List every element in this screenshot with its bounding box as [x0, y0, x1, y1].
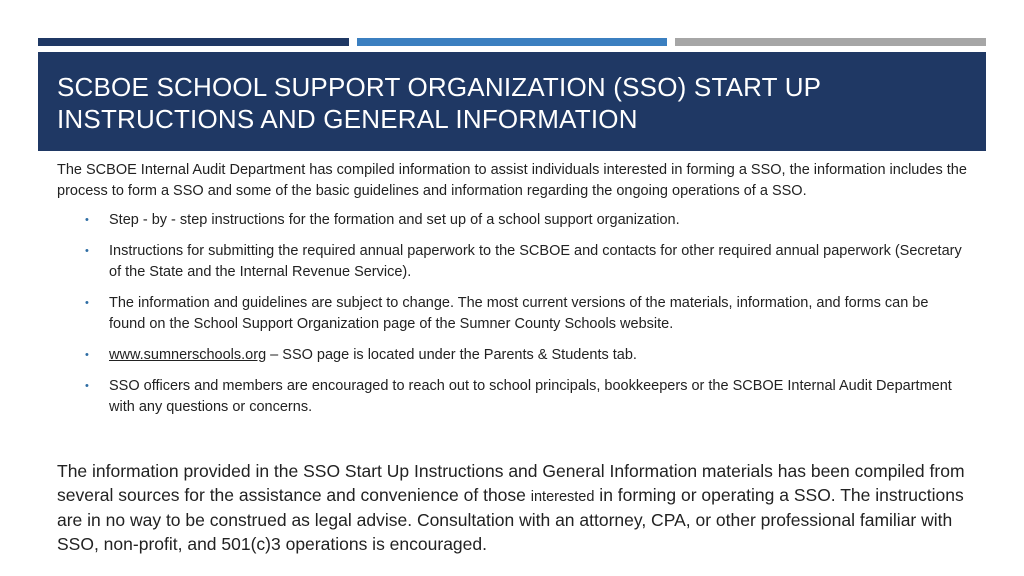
- title-band: [38, 52, 986, 151]
- top-bar-dark-blue: [38, 38, 349, 46]
- bullet-icon: •: [85, 214, 89, 226]
- list-item: [57, 210, 967, 231]
- top-bar-gray: [675, 38, 986, 46]
- list-item: [57, 345, 967, 366]
- bullet-text: Step - by - step instructions for the formation and set up of a school support organization.: [109, 212, 680, 228]
- list-item: [57, 293, 967, 335]
- bullet-icon: •: [85, 245, 89, 257]
- list-item: [57, 376, 967, 418]
- slide-title: SCBOE SCHOOL SUPPORT ORGANIZATION (SSO) START UP INSTRUCTIONS AND GENERAL INFORMATION: [57, 72, 821, 134]
- sumnerschools-link[interactable]: www.sumnerschools.org: [109, 347, 267, 363]
- bullet-icon: •: [85, 297, 89, 309]
- bullet-icon: •: [85, 380, 89, 392]
- closing-text-part2: interested: [530, 488, 595, 505]
- bullet-text: SSO officers and members are encouraged to reach out to school principals, bookkeepers or the SCBOE Internal Audit Department with any questions or concerns.: [109, 378, 952, 415]
- bullet-list: [57, 210, 967, 418]
- bullet-text: – SSO page is located under the Parents & Students tab.: [266, 347, 637, 363]
- bullet-text: The information and guidelines are subject to change. The most current versions of the materials, information, and forms can be found on the School Support Organization page of the Sumner County Schools website.: [109, 295, 929, 332]
- bullet-icon: •: [85, 349, 89, 361]
- intro-paragraph: The SCBOE Internal Audit Department has compiled information to assist individuals interested in forming a SSO, the information includes the process to form a SSO and some of the basic guidelines and information regarding the ongoing operations of a SSO.: [57, 162, 967, 199]
- slide-body: [57, 160, 967, 428]
- closing-text-part1: The information provided in the SSO Start Up Instructions and General Information materials has been compiled from several sources for the assistance and convenience of those: [57, 461, 965, 505]
- list-item: [57, 241, 967, 283]
- bullet-text: Instructions for submitting the required annual paperwork to the SCBOE and contacts for other required annual paperwork (Secretary of the State and the Internal Revenue Service).: [109, 243, 962, 280]
- decorative-top-bars: [38, 38, 986, 46]
- closing-text-part3: in forming or operating a SSO. The instructions are in no way to be construed as legal advise. Consultation with an attorney, CPA, or other professional familiar with SSO, non-profit, and 501(c)3 operations is encouraged.: [57, 484, 964, 554]
- closing-paragraph: [57, 460, 977, 556]
- top-bar-light-blue: [357, 38, 668, 46]
